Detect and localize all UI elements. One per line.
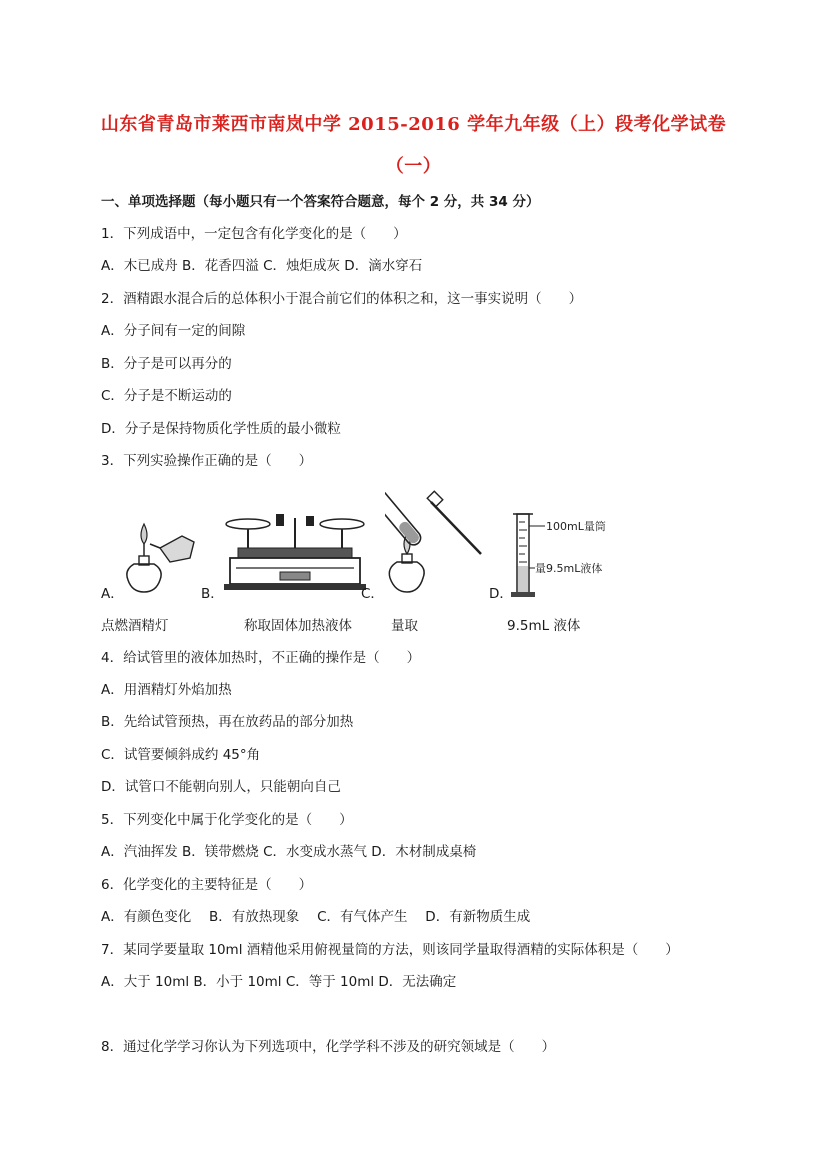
question-7-stem: 7．某同学要量取 10ml 酒精他采用俯视量筒的方法，则该同学量取得酒精的实际体积是（ ） (101, 942, 679, 958)
question-4-option-a: A．用酒精灯外焰加热 (101, 682, 232, 698)
question-6-stem: 6．化学变化的主要特征是（ ） (101, 877, 313, 893)
question-4-option-c: C．试管要倾斜成约 45°角 (101, 747, 261, 763)
question-2-option-d: D．分子是保持物质化学性质的最小微粒 (101, 421, 341, 437)
figure-a-letter: A． (101, 586, 124, 602)
question-4-stem: 4．给试管里的液体加热时，不正确的操作是（ ） (101, 650, 421, 666)
question-7-options: A．大于 10ml B．小于 10ml C．等于 10ml D．无法确定 (101, 974, 457, 990)
question-1-stem: 1．下列成语中，一定包含有化学变化的是（ ） (101, 226, 407, 242)
figure-c-caption: 量取 (391, 618, 418, 634)
figure-c-letter: C． (361, 586, 384, 602)
question-3-stem: 3．下列实验操作正确的是（ ） (101, 453, 313, 469)
figure-d-cylinder (505, 508, 620, 600)
question-6-options: A．有颜色变化 B．有放热现象 C．有气体产生 D．有新物质生成 (101, 909, 531, 925)
figure-c-heating-tube (385, 488, 485, 598)
question-2-option-a: A．分子间有一定的间隙 (101, 323, 246, 339)
figure-d-letter: D． (489, 586, 513, 602)
question-2-option-b: B．分子是可以再分的 (101, 356, 232, 372)
question-2-stem: 2．酒精跟水混合后的总体积小于混合前它们的体积之和，这一事实说明（ ） (101, 291, 583, 307)
figure-b-letter: B． (201, 586, 224, 602)
question-5-options: A．汽油挥发 B．镁带燃烧 C．水变成水蒸气 D．木材制成桌椅 (101, 844, 477, 860)
cylinder-label-9-5ml: 量9.5mL液体 (535, 562, 603, 575)
figure-b-balance (220, 510, 370, 598)
figure-a-lamp-lighting (120, 518, 200, 598)
figure-b-caption: 称取固体加热液体 (244, 618, 352, 634)
exam-title: 山东省青岛市莱西市南岚中学 2015-2016 学年九年级（上）段考化学试卷 (100, 114, 727, 135)
question-4-option-b: B．先给试管预热，再在放药品的部分加热 (101, 714, 354, 730)
figure-d-caption: 9.5mL 液体 (507, 618, 581, 634)
cylinder-label-100ml: 100mL量筒 (546, 520, 606, 533)
question-5-stem: 5．下列变化中属于化学变化的是（ ） (101, 812, 353, 828)
section-heading: 一、单项选择题（每小题只有一个答案符合题意，每个 2 分，共 34 分） (101, 194, 540, 210)
exam-title-number: （一） (385, 156, 442, 177)
question-1-options: A．木已成舟 B．花香四溢 C．烛炬成灰 D．滴水穿石 (101, 258, 423, 274)
question-2-option-c: C．分子是不断运动的 (101, 388, 232, 404)
question-8-stem: 8．通过化学学习你认为下列选项中，化学学科不涉及的研究领域是（ ） (101, 1039, 556, 1055)
question-4-option-d: D．试管口不能朝向别人，只能朝向自己 (101, 779, 341, 795)
figure-a-caption: 点燃酒精灯 (101, 618, 169, 634)
